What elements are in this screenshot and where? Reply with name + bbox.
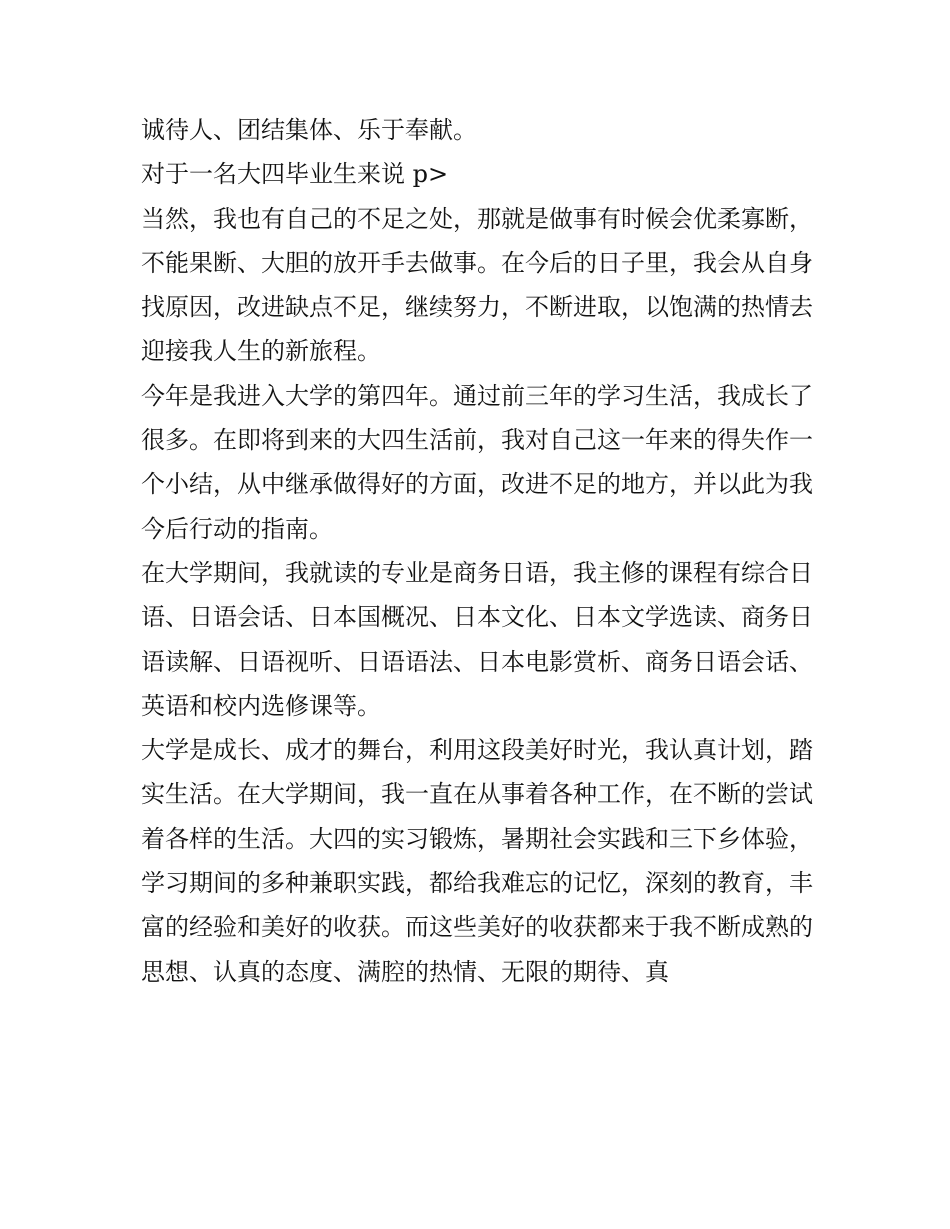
paragraph-2: 对于一名大四毕业生来说 p> [141,160,449,189]
document-body [141,108,813,994]
paragraph-6: 大学是成长、成才的舞台，利用这段美好时光，我认真计划，踏实生活。在大学期间，我一直在从事着各种工作，在不断的尝试着各样的生活。大四的实习锻炼，暑期社会实践和三下乡体验，学习期间的多种兼职实践，都给我难忘的记忆，深刻的教育，丰富的经验和美好的收获。而这些美好的收获都来于我不断成熟的思想、认真的态度、满腔的热情、无限的期待、真 [141,736,813,986]
paragraph-4: 今年是我进入大学的第四年。通过前三年的学习生活，我成长了很多。在即将到来的大四生活前，我对自己这一年来的得失作一个小结，从中继承做得好的方面，改进不足的地方，并以此为我今后行动的指南。 [141,381,813,543]
paragraph-3: 当然，我也有自己的不足之处，那就是做事有时候会优柔寡断，不能果断、大胆的放开手去做事。在今后的日子里，我会从自身找原因，改进缺点不足，继续努力，不断进取，以饱满的热情去迎接我人生的新旅程。 [141,204,813,366]
paragraph-1: 诚待人、团结集体、乐于奉献。 [141,116,477,144]
paragraph-5: 在大学期间，我就读的专业是商务日语，我主修的课程有综合日语、日语会话、日本国概况、日本文化、日本文学选读、商务日语读解、日语视听、日语语法、日本电影赏析、商务日语会话、英语和校内选修课等。 [141,558,813,720]
